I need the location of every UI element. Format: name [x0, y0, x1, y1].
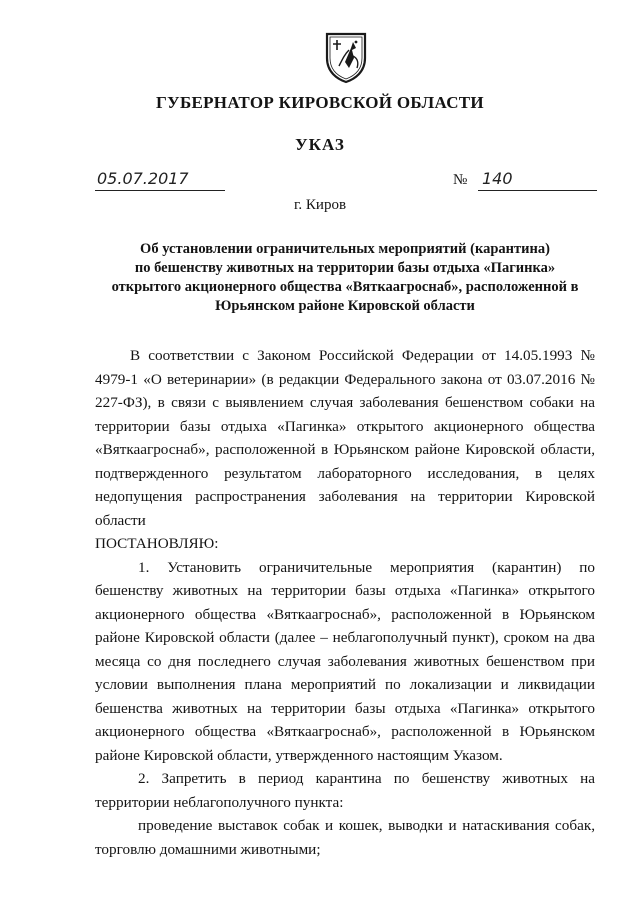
- document-title: [95, 240, 595, 316]
- issuing-city: г. Киров: [293, 197, 347, 213]
- preamble-paragraph: В соответствии с Законом Российской Федерации от 14.05.1993 № 4979-1 «О ветеринарии» (в редакции Федерального закона от 03.07.2016 № 227-ФЗ), в связи с выявлением случая заболевания бешенством собаки на территории базы отдыха «Пагинка» открытого акционерного общества «Вяткаагроснаб», расположенной в Юрьянском районе Кировской области, подтвержденного результатом лабораторного исследования, в целях недопущения распространения заболевания на территории Кировской области: [95, 347, 595, 529]
- issuing-authority: ГУБЕРНАТОР КИРОВСКОЙ ОБЛАСТИ: [156, 93, 484, 112]
- item-1-paragraph: 1. Установить ограничительные мероприятия (карантин) по бешенству животных на территории базы отдыха «Пагинка» открытого акционерного общества «Вяткаагроснаб», расположенной в Юрьянском районе Кировской области (далее – неблагополучный пункт), сроком на два месяца со дня последнего случая заболевания животных бешенством при условии выполнения плана мероприятий по локализации и ликвидации бешенства животных на территории базы отдыха «Пагинка» открытого акционерного общества «Вяткаагроснаб», расположенной в Юрьянском районе Кировской области, утвержденного настоящим Указом.: [95, 558, 595, 764]
- item-2-paragraph: 2. Запретить в период карантина по бешенству животных на территории неблагополучного пункта:: [95, 770, 595, 811]
- document-type: УКАЗ: [295, 135, 345, 154]
- coat-of-arms-icon: [323, 28, 369, 84]
- document-body: [95, 344, 595, 861]
- document-number-label: №: [453, 172, 468, 188]
- document-date: 05.07.2017: [95, 168, 225, 191]
- title-line: по бешенству животных на территории базы отдыха «Пагинка»: [134, 260, 556, 276]
- decree-word: ПОСТАНОВЛЯЮ:: [95, 535, 219, 552]
- title-line: открытого акционерного общества «Вяткаагроснаб», расположенной в: [111, 279, 579, 295]
- item-2-subitem: проведение выставок собак и кошек, выводки и натаскивания собак, торговлю домашними животными;: [95, 817, 595, 858]
- document-number: 140: [478, 168, 597, 191]
- title-line: Юрьянском районе Кировской области: [215, 298, 475, 314]
- title-line: Об установлении ограничительных мероприятий (карантина): [140, 241, 550, 257]
